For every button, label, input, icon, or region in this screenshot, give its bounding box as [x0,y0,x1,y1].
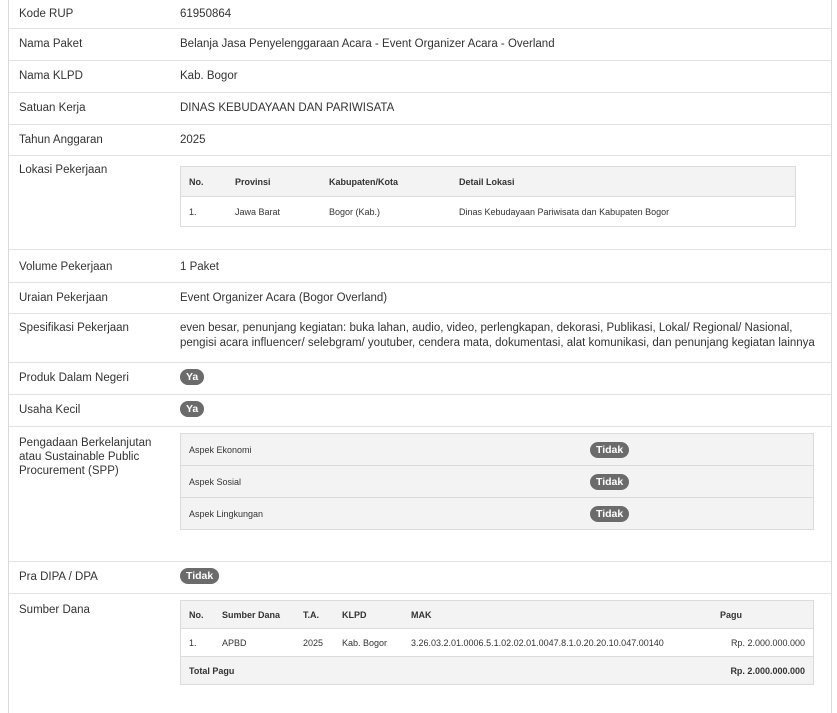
table-row [181,197,796,227]
row-usaha-kecil [9,395,831,427]
lokasi-header-kabupaten: Kabupaten/Kota [329,176,399,187]
lokasi-table-header [181,167,796,197]
spesifikasi-pekerjaan-value: even besar, penunjang kegiatan: buka lahan, audio, video, perlengkapan, dekorasi, Publikasi, Lokal/ Regional/ Nasional, pengisi acara influencer/ selebgram/ youtuber, cendera mata, dokumentasi, alat komunikasi, dan penunjang kegiatan lainnya [180,322,815,349]
lokasi-cell-detail: Dinas Kebudayaan Pariwisata dan Kabupaten Bogor [459,206,670,217]
spesifikasi-pekerjaan-label: Spesifikasi Pekerjaan [19,322,129,334]
uraian-pekerjaan-label: Uraian Pekerjaan [19,292,108,304]
usaha-kecil-label: Usaha Kecil [19,404,81,416]
satuan-kerja-label: Satuan Kerja [19,102,86,114]
row-lokasi-pekerjaan [9,156,831,250]
spp-table [180,433,814,530]
row-nama-klpd [9,61,831,93]
row-sumber-dana [9,594,831,713]
lokasi-header-provinsi: Provinsi [235,176,271,187]
uraian-pekerjaan-value: Event Organizer Acara (Bogor Overland) [180,292,388,304]
volume-pekerjaan-value: 1 Paket [180,261,219,273]
nama-klpd-value: Kab. Bogor [180,70,238,82]
kode-rup-value: 61950864 [180,8,232,20]
row-tahun-anggaran [9,125,831,156]
detail-panel [8,0,832,713]
sd-cell-ta: 2025 [303,637,324,648]
row-spp [9,427,831,562]
row-satuan-kerja [9,93,831,125]
lokasi-cell-no: 1. [189,206,197,217]
spp-ekonomi-cell [590,434,814,466]
row-uraian-pekerjaan [9,283,831,314]
lokasi-cell-kabupaten: Bogor (Kab.) [329,206,381,217]
tahun-anggaran-label: Tahun Anggaran [19,134,103,146]
nama-paket-value: Belanja Jasa Penyelenggaraan Acara - Event Organizer Acara - Overland [180,38,555,50]
produk-dalam-negeri-label: Produk Dalam Negeri [19,372,129,384]
usaha-kecil-badge: Ya [180,401,204,417]
sd-cell-mak: 3.26.03.2.01.0006.5.1.02.02.01.0047.8.1.0.20.20.10.047.00140 [411,637,664,648]
sumber-dana-table [180,600,814,685]
lokasi-header-detail: Detail Lokasi [459,176,515,187]
produk-dalam-negeri-value [180,369,823,385]
sd-header-klpd: KLPD [342,609,367,620]
spp-aspek-lingkungan: Aspek Lingkungan [189,508,264,519]
spp-lingkungan-badge: Tidak [590,506,629,522]
lokasi-header-no: No. [189,176,204,187]
lokasi-table [180,166,796,227]
sd-cell-no: 1. [189,637,197,648]
table-row [181,498,814,530]
row-kode-rup [9,0,831,29]
row-nama-paket [9,29,831,61]
kode-rup-label: Kode RUP [19,8,74,20]
sumber-dana-table-header [181,601,814,629]
volume-pekerjaan-label: Volume Pekerjaan [19,261,113,273]
spp-aspek-sosial: Aspek Sosial [189,476,242,487]
lokasi-pekerjaan-label: Lokasi Pekerjaan [19,164,108,176]
nama-klpd-label: Nama KLPD [19,70,83,82]
row-pra-dipa [9,562,831,594]
spp-aspek-ekonomi: Aspek Ekonomi [189,444,252,455]
sd-header-sumber: Sumber Dana [222,609,281,620]
sd-cell-pagu: Rp. 2.000.000.000 [730,637,805,648]
row-produk-dalam-negeri [9,363,831,395]
tahun-anggaran-value: 2025 [180,134,206,146]
spp-label: Pengadaan Berkelanjutan atau Sustainable Public Procurement (SPP) [19,437,152,477]
table-row [181,629,814,657]
row-volume-pekerjaan [9,250,831,283]
sd-header-pagu: Pagu [720,609,743,620]
lokasi-cell-provinsi: Jawa Barat [235,206,281,217]
sd-header-ta: T.A. [303,609,320,620]
pra-dipa-value [180,568,823,584]
spp-lingkungan-cell [590,498,814,530]
row-spesifikasi-pekerjaan [9,314,831,363]
sd-cell-sumber: APBD [222,637,247,648]
sumber-dana-label: Sumber Dana [19,604,90,616]
spp-sosial-cell [590,466,814,498]
sd-cell-klpd: Kab. Bogor [342,637,388,648]
sd-header-no: No. [189,609,204,620]
satuan-kerja-value: DINAS KEBUDAYAAN DAN PARIWISATA [180,102,395,114]
usaha-kecil-value [180,401,823,417]
spp-ekonomi-badge: Tidak [590,442,629,458]
total-pagu-label: Total Pagu [189,665,235,676]
pra-dipa-badge: Tidak [180,568,219,584]
sd-header-mak: MAK [411,609,432,620]
pra-dipa-label: Pra DIPA / DPA [19,571,98,583]
total-pagu-value: Rp. 2.000.000.000 [730,665,805,676]
table-row [181,434,814,466]
table-row [181,466,814,498]
sumber-dana-total-row [181,657,814,685]
nama-paket-label: Nama Paket [19,38,83,50]
spp-sosial-badge: Tidak [590,474,629,490]
produk-dalam-negeri-badge: Ya [180,369,204,385]
